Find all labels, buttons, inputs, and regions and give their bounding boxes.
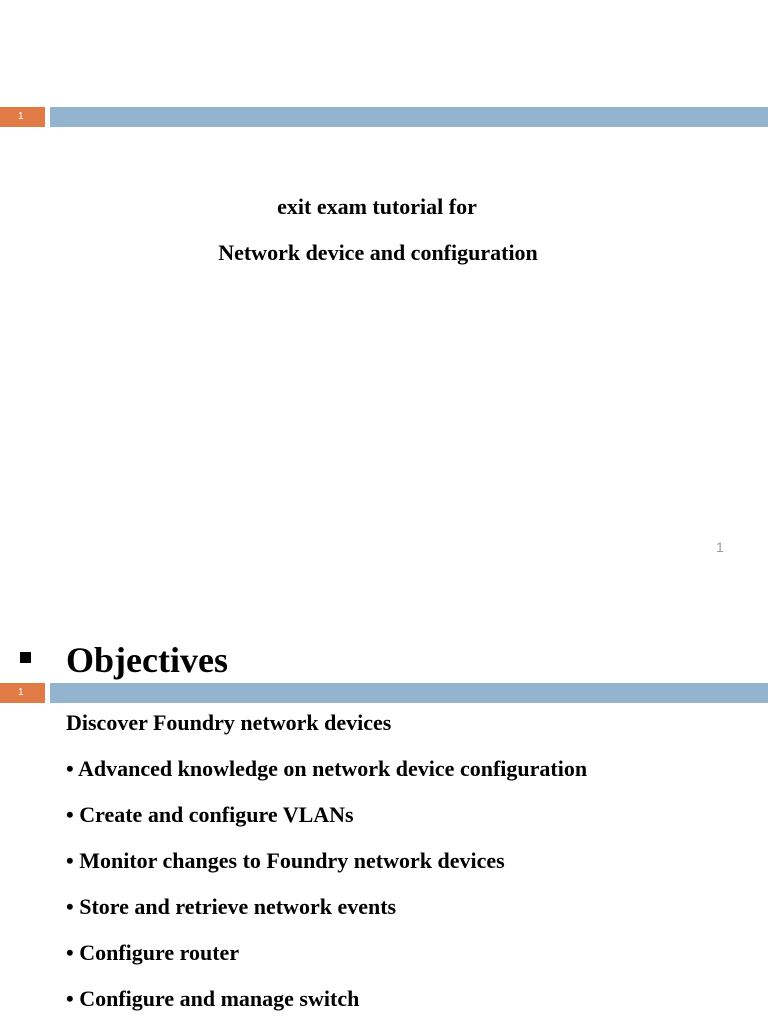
- list-item: • Configure and manage switch: [66, 986, 360, 1011]
- footer-page-number: 1: [716, 539, 724, 555]
- title-line-2: Network device and configuration: [218, 240, 538, 265]
- list-item: • Create and configure VLANs: [66, 802, 354, 827]
- slide-number-tab: 1: [0, 683, 45, 703]
- list-item: • Store and retrieve network events: [66, 894, 397, 919]
- title-line-1: exit exam tutorial for: [277, 194, 477, 219]
- objectives-heading: Objectives: [66, 640, 228, 680]
- list-item: Discover Foundry network devices: [66, 710, 392, 735]
- slide-header-bar: [0, 107, 768, 127]
- slide-objectives: [0, 600, 768, 1024]
- list-item: • Advanced knowledge on network device configuration: [66, 756, 588, 781]
- list-item: • Monitor changes to Foundry network devices: [66, 848, 505, 873]
- list-item: • Configure router: [66, 940, 240, 965]
- objectives-list: [66, 700, 587, 1022]
- slide-number-tab: 1: [0, 107, 45, 127]
- square-bullet-icon: [20, 652, 31, 663]
- accent-bar: [50, 107, 768, 127]
